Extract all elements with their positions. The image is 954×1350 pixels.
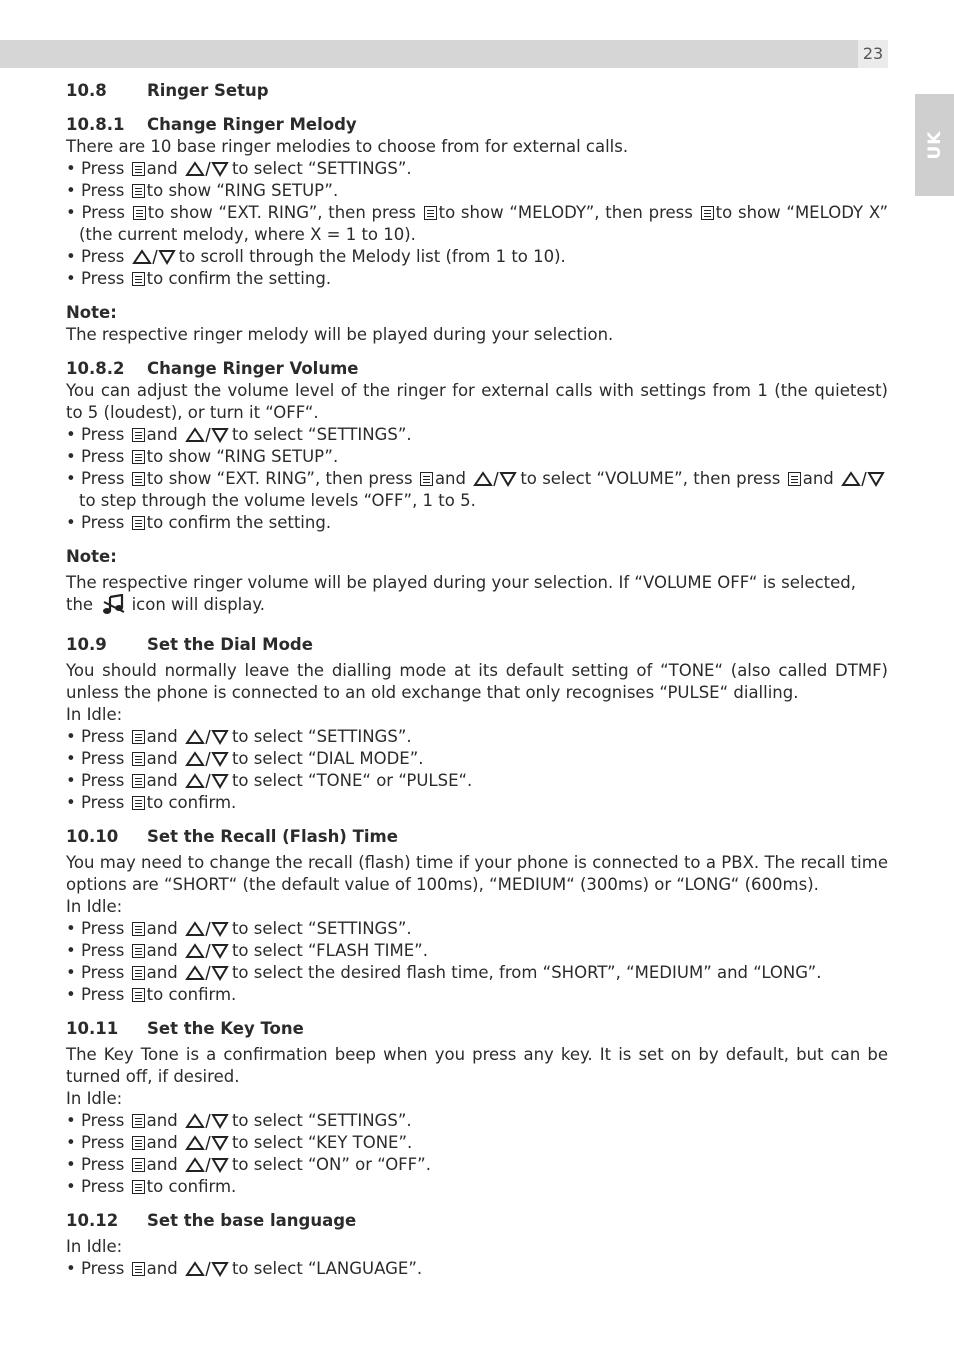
- section-heading-10-12: 10.12 Set the base language: [66, 1211, 357, 1230]
- menu-key-icon: [132, 1262, 145, 1276]
- list-item: • Press and to select the desired flash time, from “SHORT”, “MEDIUM” and “LONG”.: [66, 963, 822, 982]
- page-number: 23: [858, 40, 888, 68]
- up-down-arrow-icon: [185, 1135, 229, 1151]
- menu-key-icon: [420, 472, 433, 486]
- idle-label: In Idle:: [66, 1089, 123, 1108]
- section-heading-10-10: 10.10 Set the Recall (Flash) Time: [66, 827, 398, 846]
- list-item: • Press to confirm.: [66, 793, 237, 812]
- menu-key-icon: [132, 184, 145, 198]
- header-bar: [0, 40, 888, 68]
- note-text: The respective ringer melody will be played during your selection.: [66, 325, 614, 344]
- list-item: • Press to confirm.: [66, 985, 237, 1004]
- menu-key-icon: [132, 450, 145, 464]
- menu-key-icon: [132, 1136, 145, 1150]
- list-item: • Press and to select “ON” or “OFF”.: [66, 1155, 431, 1174]
- menu-key-icon: [132, 428, 145, 442]
- menu-key-icon: [132, 752, 145, 766]
- note-label: Note:: [66, 303, 117, 322]
- menu-key-icon: [132, 162, 145, 176]
- page-content: [66, 80, 888, 1280]
- up-down-arrow-icon: [132, 249, 176, 265]
- up-down-arrow-icon: [841, 471, 885, 487]
- menu-key-icon: [788, 472, 801, 486]
- section-heading-10-9: 10.9 Set the Dial Mode: [66, 635, 313, 654]
- section-heading-10-11: 10.11 Set the Key Tone: [66, 1019, 304, 1038]
- menu-key-icon: [132, 1114, 145, 1128]
- menu-key-icon: [132, 966, 145, 980]
- up-down-arrow-icon: [185, 1261, 229, 1277]
- up-down-arrow-icon: [473, 471, 517, 487]
- up-down-arrow-icon: [185, 427, 229, 443]
- list-item: • Press and to select “KEY TONE”.: [66, 1133, 413, 1152]
- list-item: • Press to show “RING SETUP”.: [66, 181, 339, 200]
- menu-key-icon: [424, 206, 437, 220]
- menu-key-icon: [132, 922, 145, 936]
- list-item: • Press to scroll through the Melody list (from 1 to 10).: [66, 247, 566, 266]
- section-heading-10-8-2: 10.8.2 Change Ringer Volume: [66, 359, 359, 378]
- language-tab-label: UK: [924, 130, 945, 160]
- list-item: • Press and to select “SETTINGS”.: [66, 159, 412, 178]
- menu-key-icon: [133, 206, 146, 220]
- up-down-arrow-icon: [185, 1157, 229, 1173]
- paragraph: You can adjust the volume level of the ringer for external calls with settings from 1 (the quietest) to 5 (loudest), or turn it “OFF“.: [66, 381, 888, 422]
- list-item: • Press to confirm.: [66, 1177, 237, 1196]
- menu-key-icon: [132, 730, 145, 744]
- list-item: • Press to show “EXT. RING”, then press and to select “VOLUME”, then press and to step through the volume levels “OFF”, 1 to 5.: [66, 468, 888, 512]
- list-item: • Press and to select “DIAL MODE”.: [66, 749, 424, 768]
- list-item: • Press and to select “SETTINGS”.: [66, 727, 412, 746]
- note-text: The respective ringer volume will be played during your selection. If “VOLUME OFF“ is selected, the icon will display.: [66, 572, 888, 622]
- language-tab: [915, 94, 954, 196]
- idle-label: In Idle:: [66, 1237, 123, 1256]
- menu-key-icon: [132, 272, 145, 286]
- list-item: • Press to show “RING SETUP”.: [66, 447, 339, 466]
- list-item: • Press and to select “FLASH TIME”.: [66, 941, 428, 960]
- note-label: Note:: [66, 547, 117, 566]
- menu-key-icon: [132, 472, 145, 486]
- list-item: • Press to show “EXT. RING”, then press to show “MELODY”, then press to show “MELODY X” (the current melody, where X = 1 to 10).: [66, 203, 889, 244]
- up-down-arrow-icon: [185, 943, 229, 959]
- paragraph: You should normally leave the dialling mode at its default setting of “TONE“ (also called DTMF) unless the phone is connected to an old exchange that only recognises “PULSE“ dialling.: [66, 661, 888, 702]
- up-down-arrow-icon: [185, 751, 229, 767]
- list-item: • Press and to select “SETTINGS”.: [66, 425, 412, 444]
- menu-key-icon: [701, 206, 714, 220]
- menu-key-icon: [132, 1180, 145, 1194]
- idle-label: In Idle:: [66, 705, 123, 724]
- section-heading-10-8: 10.8 Ringer Setup: [66, 81, 269, 100]
- ringer-off-music-icon: [102, 594, 126, 622]
- up-down-arrow-icon: [185, 965, 229, 981]
- menu-key-icon: [132, 988, 145, 1002]
- up-down-arrow-icon: [185, 773, 229, 789]
- paragraph: You may need to change the recall (flash) time if your phone is connected to a PBX. The recall time options are “SHORT“ (the default value of 100ms), “MEDIUM“ (300ms) or “LONG“ (600ms).: [66, 853, 888, 894]
- section-heading-10-8-1: 10.8.1 Change Ringer Melody: [66, 115, 357, 134]
- menu-key-icon: [132, 944, 145, 958]
- menu-key-icon: [132, 774, 145, 788]
- list-item: • Press to confirm the setting.: [66, 513, 332, 532]
- list-item: • Press and to select “SETTINGS”.: [66, 1111, 412, 1130]
- paragraph: The Key Tone is a confirmation beep when you press any key. It is set on by default, but can be turned off, if desired.: [66, 1045, 888, 1086]
- up-down-arrow-icon: [185, 729, 229, 745]
- paragraph: There are 10 base ringer melodies to choose from for external calls.: [66, 137, 629, 156]
- up-down-arrow-icon: [185, 161, 229, 177]
- up-down-arrow-icon: [185, 921, 229, 937]
- list-item: • Press and to select “TONE“ or “PULSE“.: [66, 771, 473, 790]
- idle-label: In Idle:: [66, 897, 123, 916]
- menu-key-icon: [132, 516, 145, 530]
- list-item: • Press and to select “LANGUAGE”.: [66, 1259, 423, 1278]
- list-item: • Press and to select “SETTINGS”.: [66, 919, 412, 938]
- up-down-arrow-icon: [185, 1113, 229, 1129]
- list-item: • Press to confirm the setting.: [66, 269, 332, 288]
- menu-key-icon: [132, 796, 145, 810]
- menu-key-icon: [132, 1158, 145, 1172]
